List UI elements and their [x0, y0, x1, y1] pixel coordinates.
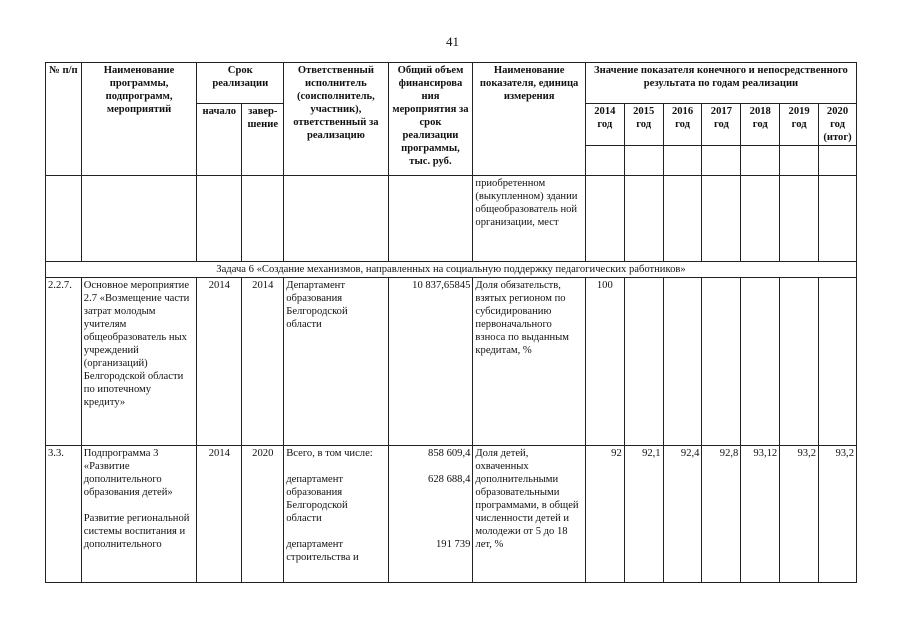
fund-construction-dept: 191 739 — [435, 539, 471, 550]
row-value-2016: 92,4 — [663, 446, 702, 583]
row-indicator: Доля детей, охваченных дополнительными образовательными программами, в общей численности детей и молодежи от 5 до 18 лет, % — [473, 446, 585, 583]
header-year-2016: 2016 год — [663, 104, 702, 146]
row-end: 2020 — [242, 446, 284, 583]
row-funding: 10 837,65845 — [388, 278, 473, 446]
task-row — [46, 262, 857, 278]
row-value-2015: 92,1 — [624, 446, 663, 583]
row-value-2020 — [819, 278, 857, 446]
continuation-row — [46, 176, 857, 262]
row-value-2018 — [741, 278, 780, 446]
row-name — [81, 446, 197, 583]
row-value-2020: 93,2 — [819, 446, 857, 583]
resp-construction-dept: департамент строительства и — [286, 539, 359, 563]
row-value-2019 — [780, 278, 819, 446]
header-funding: Общий объем финансирова ния мероприятия за срок реализации программы, тыс. руб. — [388, 63, 473, 176]
row-name: Основное мероприятие 2.7 «Возмещение части затрат молодым учителям общеобразователь ных учреждений (организаций) Белгородской области по ипотечному кредиту» — [81, 278, 197, 446]
header-year-2015: 2015 год — [624, 104, 663, 146]
row-value-2016 — [663, 278, 702, 446]
row-responsible: Департамент образования Белгородской области — [284, 278, 388, 446]
row-num: 3.3. — [46, 446, 82, 583]
row-value-2017: 92,8 — [702, 446, 741, 583]
table-row-2-2-7 — [46, 278, 857, 446]
row-end: 2014 — [242, 278, 284, 446]
row-start: 2014 — [197, 446, 242, 583]
header-responsible: Ответственный исполнитель (соисполнитель, участник), ответственный за реализацию — [284, 63, 388, 176]
continuation-indicator: приобретенном (выкупленном) здании общеобразователь ной организации, мест — [473, 176, 585, 262]
row-funding — [388, 446, 473, 583]
header-values-group: Значение показателя конечного и непосредственного результата по годам реализации — [585, 63, 856, 104]
header-term-start: начало — [197, 104, 242, 176]
header-term: Срок реализации — [197, 63, 284, 104]
fund-total: 858 609,4 — [428, 448, 471, 459]
row-name-activity: Развитие региональной системы воспитания и дополнительного — [83, 513, 190, 550]
header-year-2018: 2018 год — [741, 104, 780, 146]
resp-education-dept: департамент образования Белгородской области — [286, 474, 348, 524]
header-row-1 — [46, 63, 857, 104]
row-value-2014: 100 — [585, 278, 624, 446]
task-title: Задача 6 «Создание механизмов, направленных на социальную поддержку педагогических работников» — [46, 262, 857, 278]
header-year-2014: 2014 год — [585, 104, 624, 146]
header-indicator: Наименование показателя, единица измерения — [473, 63, 585, 176]
header-year-2017: 2017 год — [702, 104, 741, 146]
header-name: Наименование программы, подпрограмм, мероприятий — [81, 63, 197, 176]
resp-total: Всего, в том числе: — [286, 448, 373, 459]
header-year-2019: 2019 год — [780, 104, 819, 146]
row-start: 2014 — [197, 278, 242, 446]
row-value-2018: 93,12 — [741, 446, 780, 583]
header-year-2020: 2020 год (итог) — [819, 104, 857, 146]
header-term-end: завер-шение — [242, 104, 284, 176]
fund-education-dept: 628 688,4 — [428, 474, 471, 485]
row-num: 2.2.7. — [46, 278, 82, 446]
row-value-2014: 92 — [585, 446, 624, 583]
row-value-2015 — [624, 278, 663, 446]
row-value-2019: 93,2 — [780, 446, 819, 583]
page-number: 41 — [446, 34, 459, 49]
header-num: № п/п — [46, 63, 82, 176]
row-value-2017 — [702, 278, 741, 446]
table-row-3-3 — [46, 446, 857, 583]
row-indicator: Доля обязательств, взятых регионом по субсидированию первоначального взноса по выданным кредитам, % — [473, 278, 585, 446]
program-table — [45, 62, 857, 583]
row-name-subprogram: Подпрограмма 3 «Развитие дополнительного образования детей» — [83, 448, 173, 498]
row-responsible — [284, 446, 388, 583]
